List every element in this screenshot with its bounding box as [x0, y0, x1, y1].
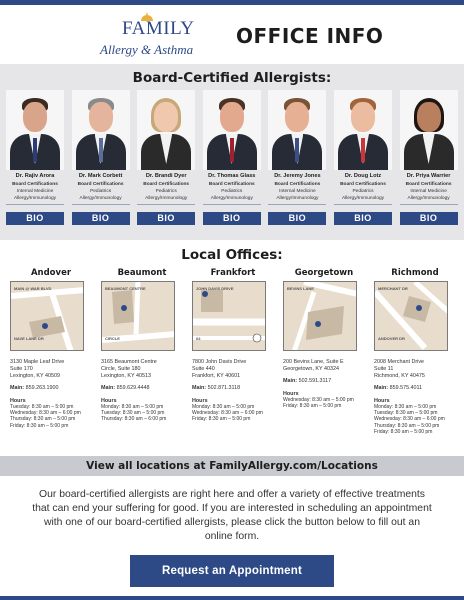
phone-number[interactable]: 859.575.4011 [389, 385, 423, 391]
office-name: Beaumont [117, 268, 167, 278]
map-street-label: NAVE LANE DR [14, 336, 44, 341]
doctor-photo [203, 90, 261, 170]
address-line: Lexington, KY 40513 [101, 373, 151, 379]
address-line: Richmond, KY 40475 [374, 373, 425, 379]
divider [137, 204, 195, 205]
office-card [192, 268, 274, 423]
office-address [192, 359, 274, 380]
doctor-card [332, 90, 394, 225]
hours-line: Thursday: 8:30 am – 6:00 pm [101, 416, 167, 423]
doctor-specialty: Allergy/Immunology [276, 196, 319, 201]
bottom-accent-bar [0, 596, 464, 600]
bio-button[interactable]: BIO [268, 212, 326, 225]
hours-line: Tuesday: 8:30 am – 5:00 pm [101, 410, 165, 417]
phone-number[interactable]: 859.263.1900 [25, 385, 59, 391]
doctor-name: Dr. Brandi Dyer [145, 173, 187, 179]
office-map[interactable] [374, 281, 448, 351]
doctor-specialty: Internal Medicine [16, 189, 54, 194]
office-name: Georgetown [294, 268, 354, 278]
doctor-name: Dr. Mark Corbett [78, 173, 123, 179]
address-line: 200 Bevins Lane, Suite E [283, 359, 344, 365]
address-line: Frankfort, KY 40601 [192, 373, 241, 379]
hours-line: Monday: 8:30 am – 5:00 pm [192, 404, 255, 410]
bio-button[interactable]: BIO [72, 212, 130, 225]
hours-title: Hours [10, 398, 26, 404]
doctor-cert-label: Board Certifications [340, 182, 386, 187]
doctor-specialty: Allergy/Immunology [13, 196, 57, 201]
doctor-specialty: Allergy/Immunology [79, 196, 122, 201]
hours-line: Monday: 8:30 am – 5:00 pm [101, 404, 164, 410]
hours-line: Tuesday: 8:30 am – 5:00 pm [10, 404, 74, 410]
bio-button[interactable]: BIO [203, 212, 261, 225]
phone-number[interactable]: 502.871.3118 [207, 385, 241, 391]
address-line: Suite 11 [374, 366, 394, 372]
address-line: Georgetown, KY 40324 [283, 366, 339, 372]
address-line: 2008 Merchant Drive [374, 359, 425, 365]
family-allergy-logo[interactable] [100, 12, 210, 60]
doctors-list [4, 90, 462, 235]
address-line: Suite 440 [192, 366, 215, 372]
doctor-cert-label: Board Certifications [77, 182, 124, 187]
hours-line: Wednesday: 8:30 am – 6:00 pm [10, 410, 81, 417]
hours-line: Wednesday: 8:30 am – 6:00 pm [374, 416, 445, 423]
office-card [10, 268, 92, 429]
doctor-card [266, 90, 328, 225]
hours-line: Friday: 8:30 am – 5:00 pm [192, 416, 251, 423]
offices-list [10, 268, 458, 454]
office-phone [374, 385, 456, 391]
doctors-heading: Board-Certified Allergists: [132, 70, 332, 86]
doctor-card [4, 90, 66, 225]
doctor-cert-label: Board Certifications [274, 182, 321, 187]
hours-line: Thursday: 8:30 am – 5:00 pm [374, 422, 440, 429]
doctor-name: Dr. Rajiv Arora [15, 173, 55, 179]
doctor-card [398, 90, 460, 225]
doctor-name: Dr. Jeremy Jones [274, 173, 321, 179]
doctor-card [201, 90, 263, 225]
office-phone [101, 385, 183, 391]
logo-subtitle: Allergy & Asthma [100, 42, 194, 57]
map-street-label: BEVINS LANE [287, 286, 314, 291]
phone-number[interactable]: 502.591.3117 [298, 378, 332, 384]
map-street-label: JOHN DAVIS DRIVE [196, 286, 234, 291]
phone-label: Main: [101, 385, 116, 391]
doctor-specialty: Allergy/Immunology [341, 196, 385, 201]
hours-line: Wednesday: 8:30 am – 5:00 pm [283, 397, 354, 403]
divider [400, 204, 458, 205]
map-street-label: 64 [196, 336, 201, 341]
office-card [101, 268, 183, 423]
bio-button[interactable]: BIO [334, 212, 392, 225]
doctor-photo [72, 90, 130, 170]
address-line: 3165 Beaumont Centre [101, 359, 157, 365]
divider [203, 204, 261, 205]
phone-label: Main: [192, 385, 207, 391]
doctor-specialty: Internal Medicine [410, 189, 447, 194]
doctor-specialty: Allergy/Immunology [407, 196, 450, 201]
divider [72, 204, 130, 205]
office-address [101, 359, 183, 380]
doctor-photo [334, 90, 392, 170]
doctor-cert-label: Board Certifications [143, 182, 190, 187]
phone-label: Main: [10, 385, 25, 391]
hours-title: Hours [374, 398, 390, 404]
office-phone [283, 378, 365, 384]
map-street-label: BEAUMONT CENTRE [105, 286, 146, 291]
view-all-locations-link[interactable]: View all locations at FamilyAllergy.com/Locations [0, 456, 464, 476]
doctor-photo [6, 90, 64, 170]
office-address [10, 359, 92, 380]
doctor-specialty: Pediatrics [90, 189, 112, 194]
office-map[interactable] [101, 281, 175, 351]
phone-number[interactable]: 859.629.4448 [116, 385, 150, 391]
hours-title: Hours [283, 391, 299, 397]
header [0, 8, 464, 64]
phone-label: Main: [374, 385, 389, 391]
office-map[interactable] [10, 281, 84, 351]
bio-button[interactable]: BIO [137, 212, 195, 225]
hours-title: Hours [192, 398, 208, 404]
hours-line: Tuesday: 8:30 am – 5:00 pm [374, 410, 438, 417]
logo-wordmark: FAMILY [122, 18, 195, 39]
doctor-cert-label: Board Certifications [405, 182, 452, 187]
map-street-label: MAIN @ WAR BLVD [14, 286, 52, 291]
doctor-specialty: Allergy/Immunology [210, 196, 253, 201]
office-phone [192, 385, 274, 391]
phone-label: Main: [283, 378, 298, 384]
page-title: OFFICE INFO [236, 24, 384, 48]
doctor-specialty: Pediatrics [155, 189, 177, 194]
doctor-specialty: Pediatrics [221, 189, 243, 194]
top-accent-bar [0, 0, 464, 5]
doctor-name: Dr. Doug Lotz [344, 173, 382, 179]
office-card [374, 268, 456, 435]
hours-line: Friday: 8:30 am – 5:00 pm [374, 428, 433, 435]
office-map[interactable] [283, 281, 357, 351]
doctor-specialty: Internal Medicine [279, 189, 316, 194]
doctor-specialty: Allergy/Immunology [145, 196, 188, 201]
doctor-specialty: Pediatrics [352, 189, 374, 194]
office-address [374, 359, 456, 380]
address-line: Circle, Suite 180 [101, 366, 141, 372]
hours-line: Monday: 8:30 am – 5:00 pm [374, 404, 437, 410]
offices-heading: Local Offices: [181, 247, 283, 263]
hours-title: Hours [101, 398, 117, 404]
hours-line: Wednesday: 8:30 am – 6:00 pm [192, 410, 263, 417]
address-line: Suite 170 [10, 366, 33, 372]
address-line: 7800 John Davis Drive [192, 359, 247, 365]
doctor-name: Dr. Thomas Glass [208, 173, 256, 179]
hours-line: Friday: 8:30 am – 5:00 pm [283, 403, 342, 410]
map-street-label: MERCHANT DR [378, 286, 408, 291]
doctor-photo [137, 90, 195, 170]
office-name: Frankfort [210, 268, 256, 278]
office-name: Andover [30, 268, 72, 278]
bio-button[interactable]: BIO [6, 212, 64, 225]
divider [6, 204, 64, 205]
office-phone [10, 385, 92, 391]
request-appointment-button[interactable]: Request an Appointment [130, 555, 334, 587]
map-street-label: CIRCLE [105, 336, 120, 341]
bio-button[interactable]: BIO [400, 212, 458, 225]
doctor-photo [400, 90, 458, 170]
divider [334, 204, 392, 205]
hours-line: Thursday: 8:30 am – 5:00 pm [10, 416, 76, 423]
office-name: Richmond [391, 268, 439, 278]
doctor-card [70, 90, 132, 225]
address-line: 3130 Maple Leaf Drive [10, 359, 65, 365]
office-address [283, 359, 365, 373]
office-card [283, 268, 365, 409]
doctor-cert-label: Board Certifications [12, 182, 58, 187]
map-street-label: ANDOVER DR [378, 336, 405, 341]
doctor-name: Dr. Priya Warrier [406, 173, 451, 179]
address-line: Lexington, KY 40509 [10, 373, 60, 379]
doctor-cert-label: Board Certifications [208, 182, 255, 187]
hours-line: Friday: 8:30 am – 5:00 pm [10, 422, 69, 429]
intro-paragraph: Our board-certified allergists are right here and offer a variety of effective treatments that can end your suffering for good. If you are interested in scheduling an appointment with one of our board-certified allergists, please click the button below to fill out an online form. [32, 489, 432, 542]
divider [268, 204, 326, 205]
doctor-card [135, 90, 197, 225]
doctor-photo [268, 90, 326, 170]
office-map[interactable] [192, 281, 266, 351]
